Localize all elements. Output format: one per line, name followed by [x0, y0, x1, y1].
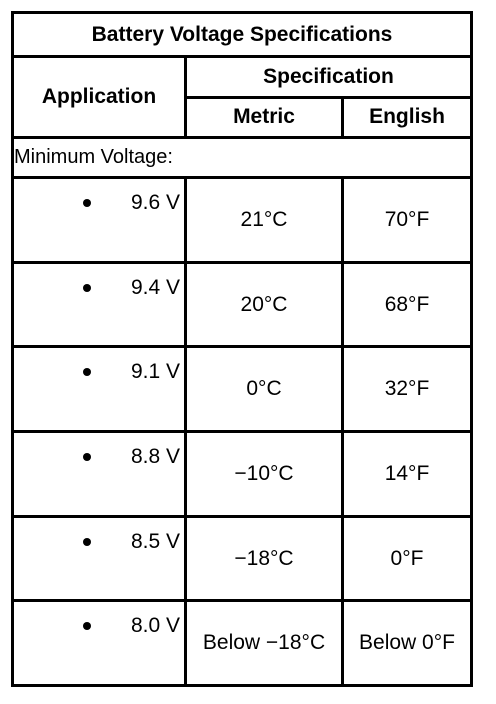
metric-value: −18°C [186, 516, 343, 601]
voltage-cell [13, 262, 186, 347]
bullet-icon [83, 622, 91, 630]
bullet-icon [83, 284, 91, 292]
voltage-cell [13, 432, 186, 517]
voltage-value: 8.8 V [130, 445, 180, 469]
bullet-icon [83, 538, 91, 546]
header-english: English [343, 97, 472, 137]
table-row [13, 178, 472, 263]
voltage-cell [13, 516, 186, 601]
voltage-value: 8.0 V [130, 614, 180, 638]
bullet-icon [83, 368, 91, 376]
metric-value: 0°C [186, 347, 343, 432]
table-row [13, 516, 472, 601]
voltage-value: 9.1 V [130, 360, 180, 384]
battery-voltage-table [11, 11, 473, 687]
section-row [13, 137, 472, 177]
bullet-icon [83, 199, 91, 207]
english-value: 0°F [343, 516, 472, 601]
english-value: 14°F [343, 432, 472, 517]
table-row [13, 347, 472, 432]
english-value: 70°F [343, 178, 472, 263]
metric-value: −10°C [186, 432, 343, 517]
bullet-icon [83, 453, 91, 461]
section-minimum-voltage: Minimum Voltage: [13, 137, 472, 177]
metric-value: 20°C [186, 262, 343, 347]
table-row [13, 262, 472, 347]
header-specification: Specification [186, 57, 472, 97]
voltage-cell [13, 178, 186, 263]
voltage-cell [13, 601, 186, 686]
table-row [13, 601, 472, 686]
voltage-value: 9.4 V [130, 275, 180, 299]
english-value: 68°F [343, 262, 472, 347]
title-row [13, 13, 472, 57]
header-metric: Metric [186, 97, 343, 137]
english-value: 32°F [343, 347, 472, 432]
table-title: Battery Voltage Specifications [13, 13, 472, 57]
voltage-value: 9.6 V [130, 191, 180, 215]
voltage-cell [13, 347, 186, 432]
table-row [13, 432, 472, 517]
header-application: Application [13, 57, 186, 138]
metric-value: Below −18°C [186, 601, 343, 686]
metric-value: 21°C [186, 178, 343, 263]
english-value: Below 0°F [343, 601, 472, 686]
voltage-value: 8.5 V [130, 529, 180, 553]
header-row-1 [13, 57, 472, 97]
